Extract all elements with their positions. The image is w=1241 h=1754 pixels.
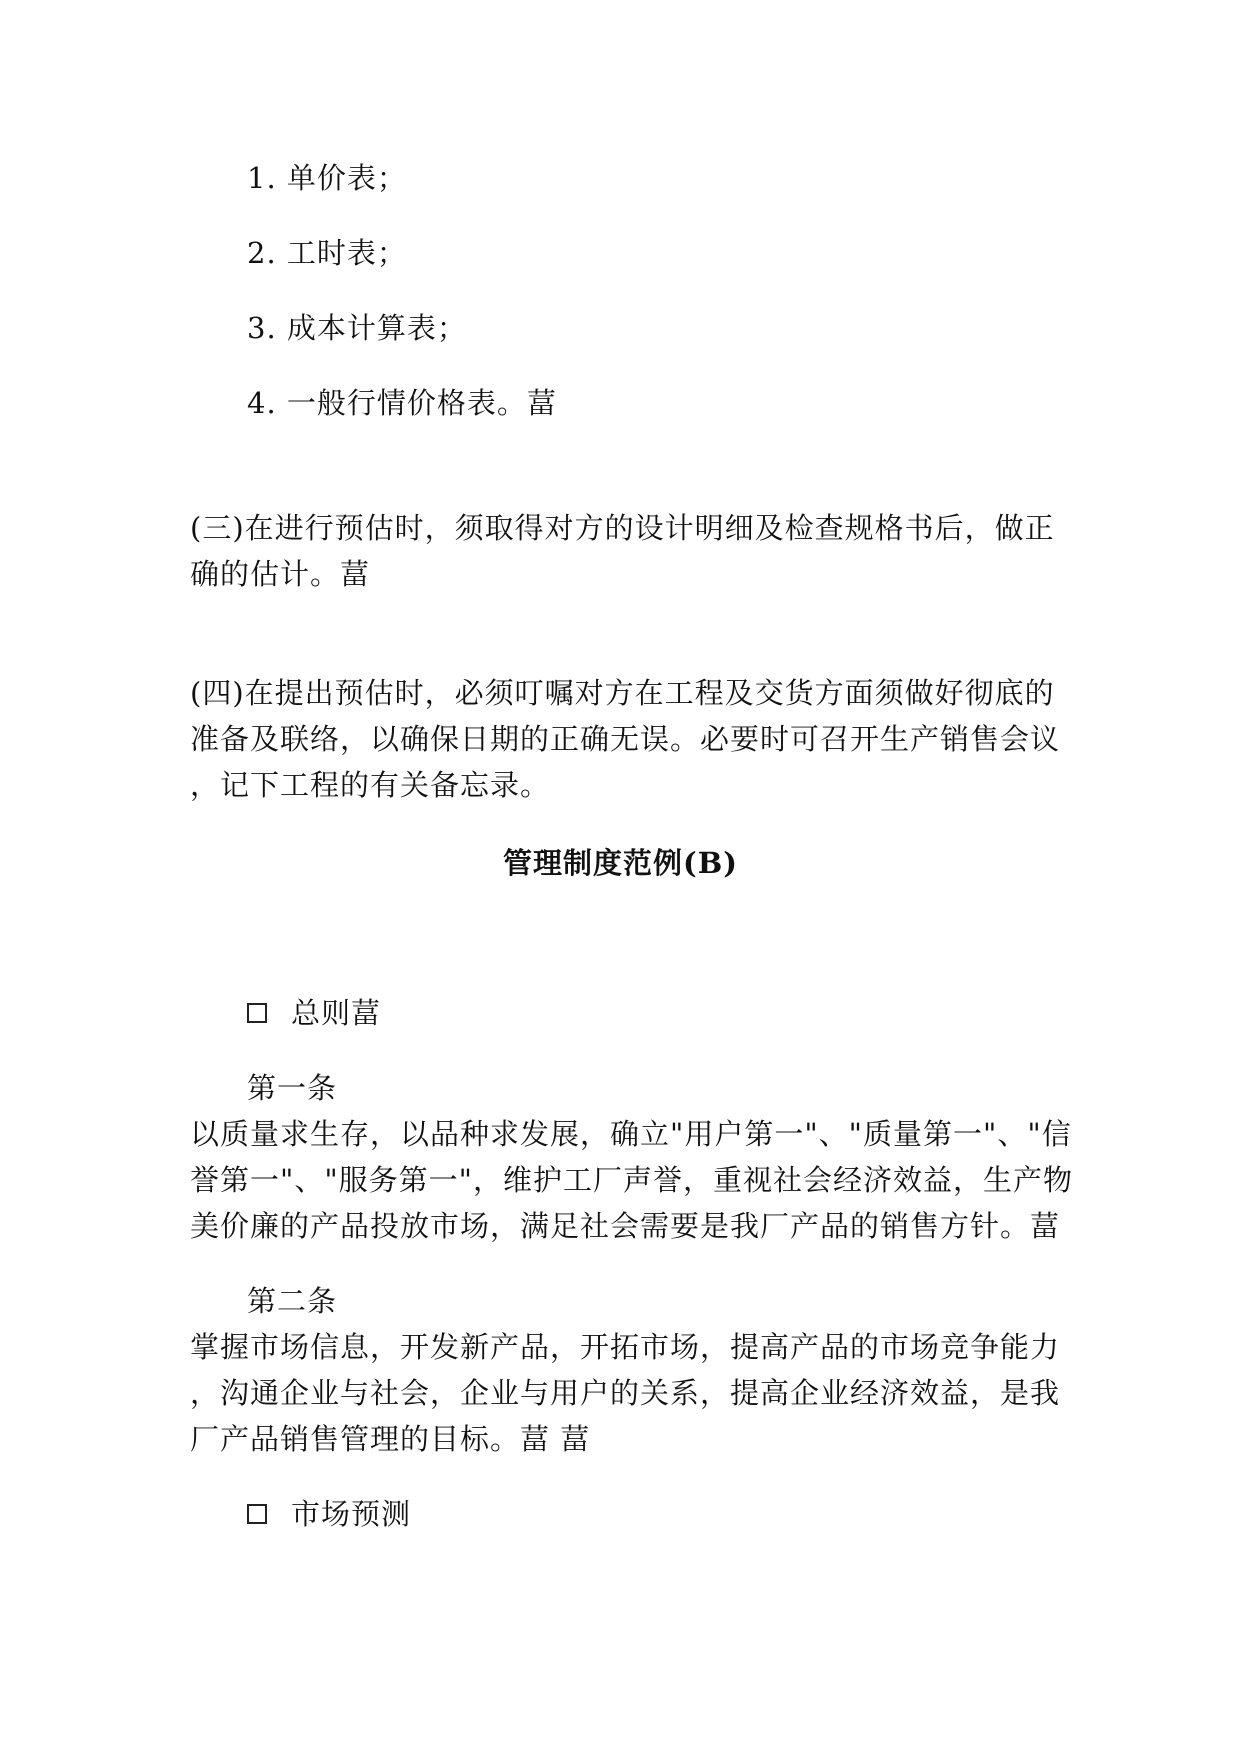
paragraph-4-line-3: ，记下工程的有关备忘录。 xyxy=(190,768,551,802)
list-item-work-hours: 2. 工时表； xyxy=(247,236,407,270)
paragraph-3-line-1: (三)在进行预估时，须取得对方的设计明细及检查规格书后，做正 xyxy=(190,511,1055,545)
article-2-line-1: 掌握市场信息，开发新产品，开拓市场，提高产品的市场竞争能力 xyxy=(190,1330,1061,1364)
article-1-line-2: 誉第一"、"服务第一"，维护工厂声誉，重视社会经济效益，生产物 xyxy=(190,1163,1074,1197)
paragraph-3-line-2: 确的估计。葍 xyxy=(190,557,371,591)
article-1-line-3: 美价廉的产品投放市场，满足社会需要是我厂产品的销售方针。葍 xyxy=(190,1209,1061,1243)
article-1-line-1: 以质量求生存，以品种求发展，确立"用户第一"、"质量第一"、"信 xyxy=(190,1117,1072,1151)
article-2-line-3: 厂产品销售管理的目标。葍 葍 xyxy=(190,1422,591,1456)
section-general-label: 总则葍 xyxy=(291,996,382,1030)
section-market-forecast xyxy=(247,1491,411,1537)
paragraph-4-line-2: 准备及联络，以确保日期的正确无误。必要时可召开生产销售会议 xyxy=(190,722,1061,756)
checkbox-square-icon xyxy=(247,1504,267,1524)
article-2-label: 第二条 xyxy=(247,1284,338,1318)
list-item-market-price: 4. 一般行情价格表。葍 xyxy=(247,386,557,420)
paragraph-4-line-1: (四)在提出预估时，必须叮嘱对方在工程及交货方面须做好彻底的 xyxy=(190,676,1055,710)
article-2-line-2: ，沟通企业与社会，企业与用户的关系，提高企业经济效益，是我 xyxy=(190,1376,1061,1410)
section-market-forecast-label: 市场预测 xyxy=(291,1497,412,1531)
page-title: 管理制度范例(B) xyxy=(503,846,738,880)
list-item-cost-calculation: 3. 成本计算表； xyxy=(247,311,467,345)
article-1-label: 第一条 xyxy=(247,1071,338,1105)
section-general xyxy=(247,990,381,1036)
checkbox-square-icon xyxy=(247,1003,267,1023)
list-item-unit-price: 1. 单价表； xyxy=(247,161,407,195)
